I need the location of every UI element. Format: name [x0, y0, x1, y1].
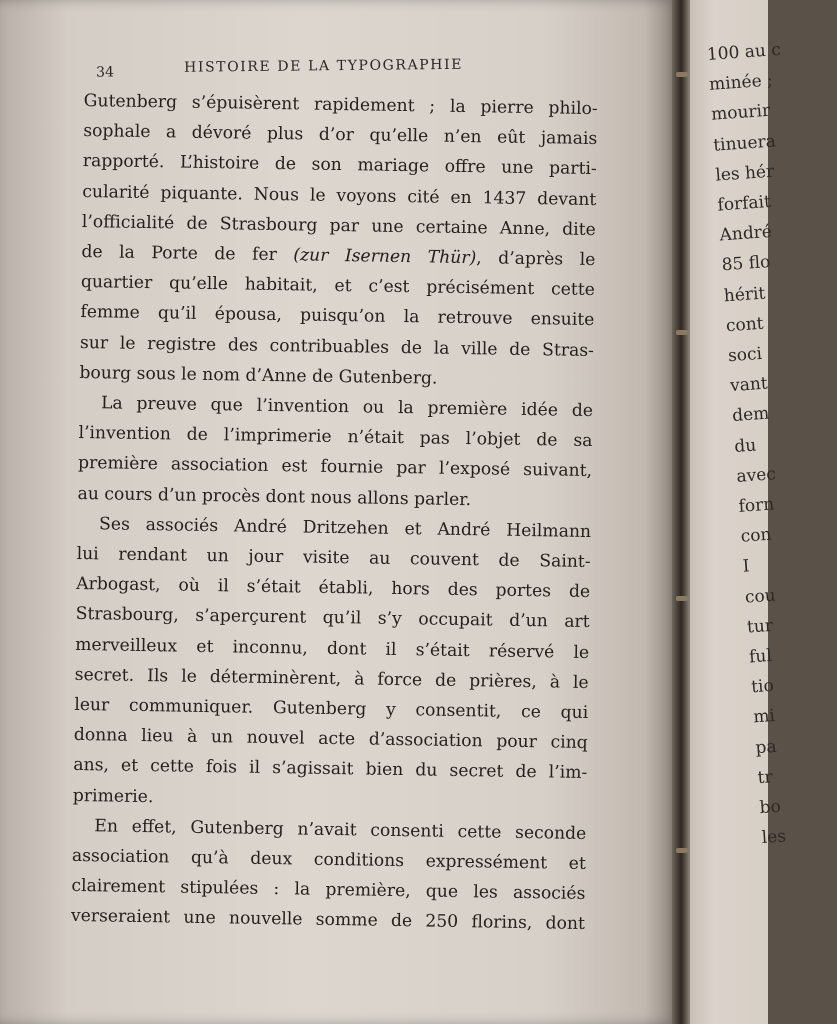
italic-phrase: (zur Isernen Thür) — [293, 245, 477, 269]
text-fragment: dem — [731, 403, 771, 427]
text-fragment: con — [740, 524, 773, 548]
text-line: première association est fournie par l’exposé suivant, — [77, 453, 593, 482]
text-segment: , d’après le — [476, 248, 596, 271]
text-line: ans, et cette fois il s’agissait bien du secret de l’im- — [73, 755, 588, 784]
running-head — [96, 55, 596, 81]
page-number: 34 — [96, 64, 115, 81]
text-line: association qu’à deux conditions expressément et — [71, 845, 586, 875]
text-line: Gutenberg s’épuisèrent rapidement ; la pierre philo- — [83, 90, 598, 120]
text-line: lui rendant un jour visite au couvent de Saint- — [76, 543, 591, 573]
text-fragment: André — [718, 222, 773, 246]
text-fragment: du — [733, 435, 757, 457]
text-segment: de la Porte de fer — [81, 241, 277, 266]
text-fragment: tr — [756, 767, 774, 789]
text-line: cularité piquante. Nous le voyons cité en 1437 devant — [82, 181, 597, 210]
text-line: En effet, Gutenberg n’avait consenti cette seconde — [94, 816, 587, 844]
text-fragment: bo — [759, 796, 782, 819]
text-fragment: I — [742, 556, 751, 578]
book-gutter — [672, 0, 692, 1024]
text-line: femme qu’il épousa, puisqu’on la retrouve ensuite — [80, 302, 595, 331]
text-fragment: mourir — [710, 101, 771, 126]
text-line: La preuve que l’invention ou la première idée de — [100, 393, 594, 422]
text-fragment: cont — [725, 313, 765, 337]
text-fragment: cou — [744, 585, 777, 608]
binding-stitch — [676, 330, 688, 335]
text-fragment: ful — [748, 645, 773, 668]
binding-stitch — [676, 72, 688, 77]
text-line: verseraient une nouvelle somme de 250 florins, dont — [70, 906, 586, 935]
text-fragment: hérit — [723, 283, 766, 306]
text-fragment: soci — [727, 343, 763, 367]
text-line: secret. Ils le déterminèrent, à force de prières, à le — [74, 664, 589, 693]
text-fragment: 85 flo — [721, 252, 771, 276]
text-fragment: les hér — [714, 161, 775, 186]
text-line: au cours d’un procès dont nous allons parler. — [77, 483, 472, 510]
text-fragment: avec — [735, 464, 777, 487]
text-fragment: forfait — [716, 191, 772, 216]
text-line: quartier qu’elle habitait, et c’est précisément cette — [80, 272, 596, 301]
right-page-text — [706, 35, 837, 854]
text-line: merveilleux et inconnu, dont il s’était réservé le — [75, 634, 590, 663]
binding-stitch — [676, 596, 688, 601]
text-fragment: mi — [752, 706, 776, 728]
binding-stitch — [676, 848, 688, 853]
text-line: primerie. — [72, 785, 154, 807]
text-fragment: vant — [729, 373, 769, 397]
text-fragment: les — [761, 826, 787, 849]
text-line: Ses associés André Dritzehen et André Heilmann — [98, 514, 592, 542]
text-fragment: pa — [754, 736, 778, 758]
text-line: Strasbourg, s’aperçurent qu’il s’y occupait d’un art — [75, 604, 590, 633]
text-line: sur le registre des contribuables de la ville de Stras- — [79, 332, 595, 361]
text-fragment: tio — [750, 676, 775, 698]
text-line: l’invention de l’imprimerie n’était pas l’objet de sa — [78, 423, 593, 452]
text-fragment: tur — [746, 615, 774, 638]
text-fragment: minée ; — [708, 70, 774, 96]
text-line: donna lieu à un nouvel acte d’association pour cinq — [73, 725, 588, 754]
text-line: l’officialité de Strasbourg par une certaine Anne, dite — [81, 211, 596, 240]
body-text — [71, 86, 598, 940]
text-line: sophale a dévoré plus d’or qu’elle n’en eût jamais — [83, 121, 598, 150]
text-line: leur communiquer. Gutenberg y consentit, ce qui — [74, 694, 589, 724]
text-line: rapporté. L’histoire de son mariage offre une parti- — [82, 151, 597, 180]
right-page — [690, 0, 787, 1024]
header-title: HISTOIRE DE LA TYPOGRAPHIE — [184, 56, 464, 76]
text-line: bourg sous le nom d’Anne de Gutenberg. — [79, 362, 438, 389]
text-line: Arbogast, où il s’était établi, hors des portes de — [76, 574, 591, 603]
text-fragment: tinuera — [712, 131, 777, 156]
text-fragment: forn — [737, 494, 775, 517]
text-fragment: 100 au c — [706, 39, 782, 65]
text-line: clairement stipulées : la première, que les associés — [71, 876, 586, 905]
